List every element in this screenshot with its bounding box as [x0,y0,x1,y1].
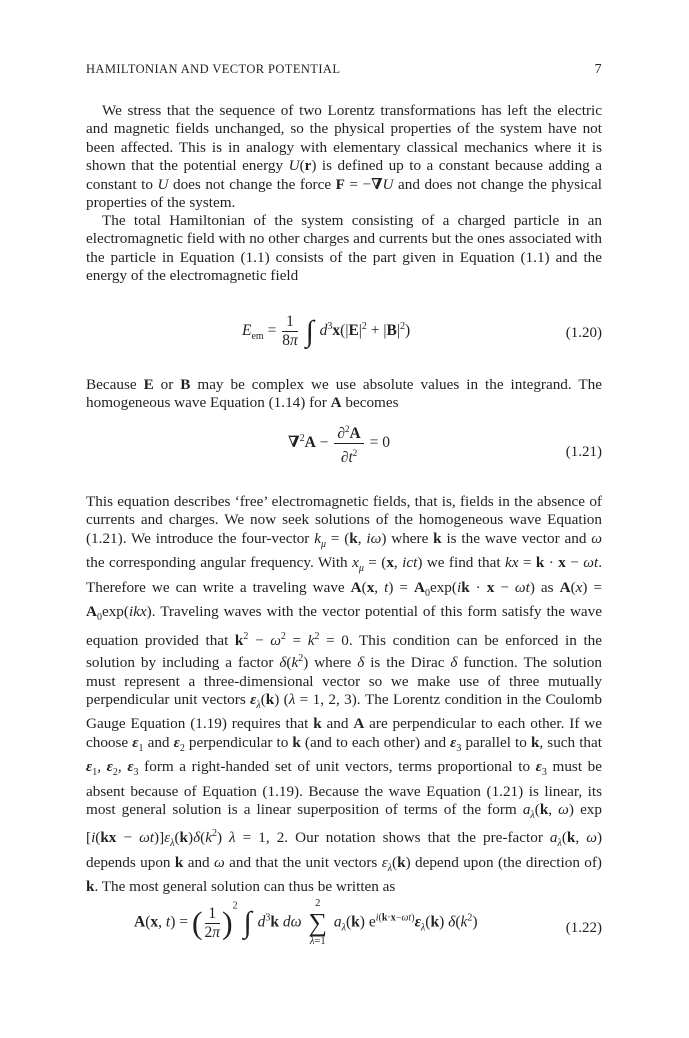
paragraph-2: The total Hamiltonian of the system consisting of a charged particle in an electromagnetic field with no other charges and currents but the ones associated with the particle in Equation (1.1) consists of the part given in Equation (1.1) and the energy of the electromagnetic field [86,212,602,285]
running-head [86,62,602,77]
equation-1-21-number: (1.21) [565,444,602,460]
equation-1-21-body: ∇$^2$A − $\frac{\partial^2A}{\partial t^2}$ = 0 [288,420,390,467]
fraction: $\frac{1}{8\pi}$ [282,313,298,349]
equation-1-22 [86,898,602,958]
sum-symbol: 2 ∑ λ=1 [308,898,328,947]
equation-1-20 [86,313,602,353]
equation-1-22-body: A(x, t) = ( $\frac{1}{2\pi}$ )$^2$ ∫ $d^3k$ dω 2 ∑ λ=1 $a_\lambda(k)$ $e^{i(k\cdot x-\omega t)}\varepsilon_\lambda(k)$ $\delta(k^2)$ [134,898,478,947]
equation-1-20-number: (1.20) [565,325,602,341]
paragraph-4: This equation describes ‘free’ electromagnetic fields, that is, fields in the absence of currents and charges. We now seek solutions of the homogeneous wave Equation (1.21). We introduce the four-vector $k_\mu = (k$, iω) where k is the wave vector and ω the corresponding angular frequency. With $x_\mu = (x$, ict) we find that kx = k · x − ωt. Therefore we can write a traveling wave A(x, $t) = A_0\exp(ik \cdot x - \omega t)$ as $A(x) = A_0\exp(ikx)$. Traveling waves with the vector potential of this form satisfy the wave equation provided that $k^2 - \omega^2 = k^2 = 0$. This condition can be enforced in the solution by including a factor $\delta(k^2)$ where δ is the Dirac δ function. The solution must represent a three-dimensional vector so we make use of three mutually perpendicular unit vectors $\varepsilon_\lambda(k) (\lambda = 1$, 2, 3). The Lorentz condition in the Coulomb Gauge Equation (1.19) requires that k and A are perpendicular to each other. If we choose $\varepsilon_1$ and $\varepsilon_2$ perpendicular to k (and to each other) and $\varepsilon_3$ parallel to k, such that $\varepsilon_1$, $\varepsilon_2$, $\varepsilon_3$ form a right-handed set of unit vectors, terms proportional to $\varepsilon_3$ must be absent because of Equation (1.19). Because the wave Equation (1.21) is linear, its most general solution is a linear superposition of terms of the form $a_\lambda(k$, ω) $\exp [i(kx - \omega t)]\varepsilon_\lambda(k)\delta(k^2)$ λ = 1, 2. Our notation shows that the pre-factor $a_\lambda(k$, ω) depends upon k and ω and that the unit vectors $\varepsilon_\lambda(k)$ depend upon (the direction of) k. The most general solution can thus be written as [86,493,603,896]
equation-1-22-number: (1.22) [565,920,602,936]
page-number: 7 [594,62,602,77]
equation-1-20-body: $E_{em}$ = $\frac{1}{8\pi}$ ∫ $d^3x(|E|^2 + |B|^2)$ [242,313,411,349]
integral-symbol: ∫ [243,906,252,939]
integral-symbol: ∫ [305,314,314,348]
running-title: HAMILTONIAN AND VECTOR POTENTIAL [86,62,341,76]
paragraph-1: We stress that the sequence of two Lorentz transformations has left the electric and magnetic fields unchanged, so the physical properties of the system have not been affected. This is in analogy with elementary classical mechanics where it is shown that the potential energy U(r) is defined up to a constant because adding a constant to U does not change the force F = −∇U and does not change the physical properties of the system. [86,102,602,212]
paragraph-3: Because E or B may be complex we use absolute values in the integrand. The homogeneous wave Equation (1.14) for A becomes [86,376,602,412]
fraction: $\frac{\partial^2A}{\partial t^2}$ [334,420,363,467]
fraction: $\frac{1}{2\pi}$ [204,904,221,941]
equation-1-21 [86,420,602,467]
